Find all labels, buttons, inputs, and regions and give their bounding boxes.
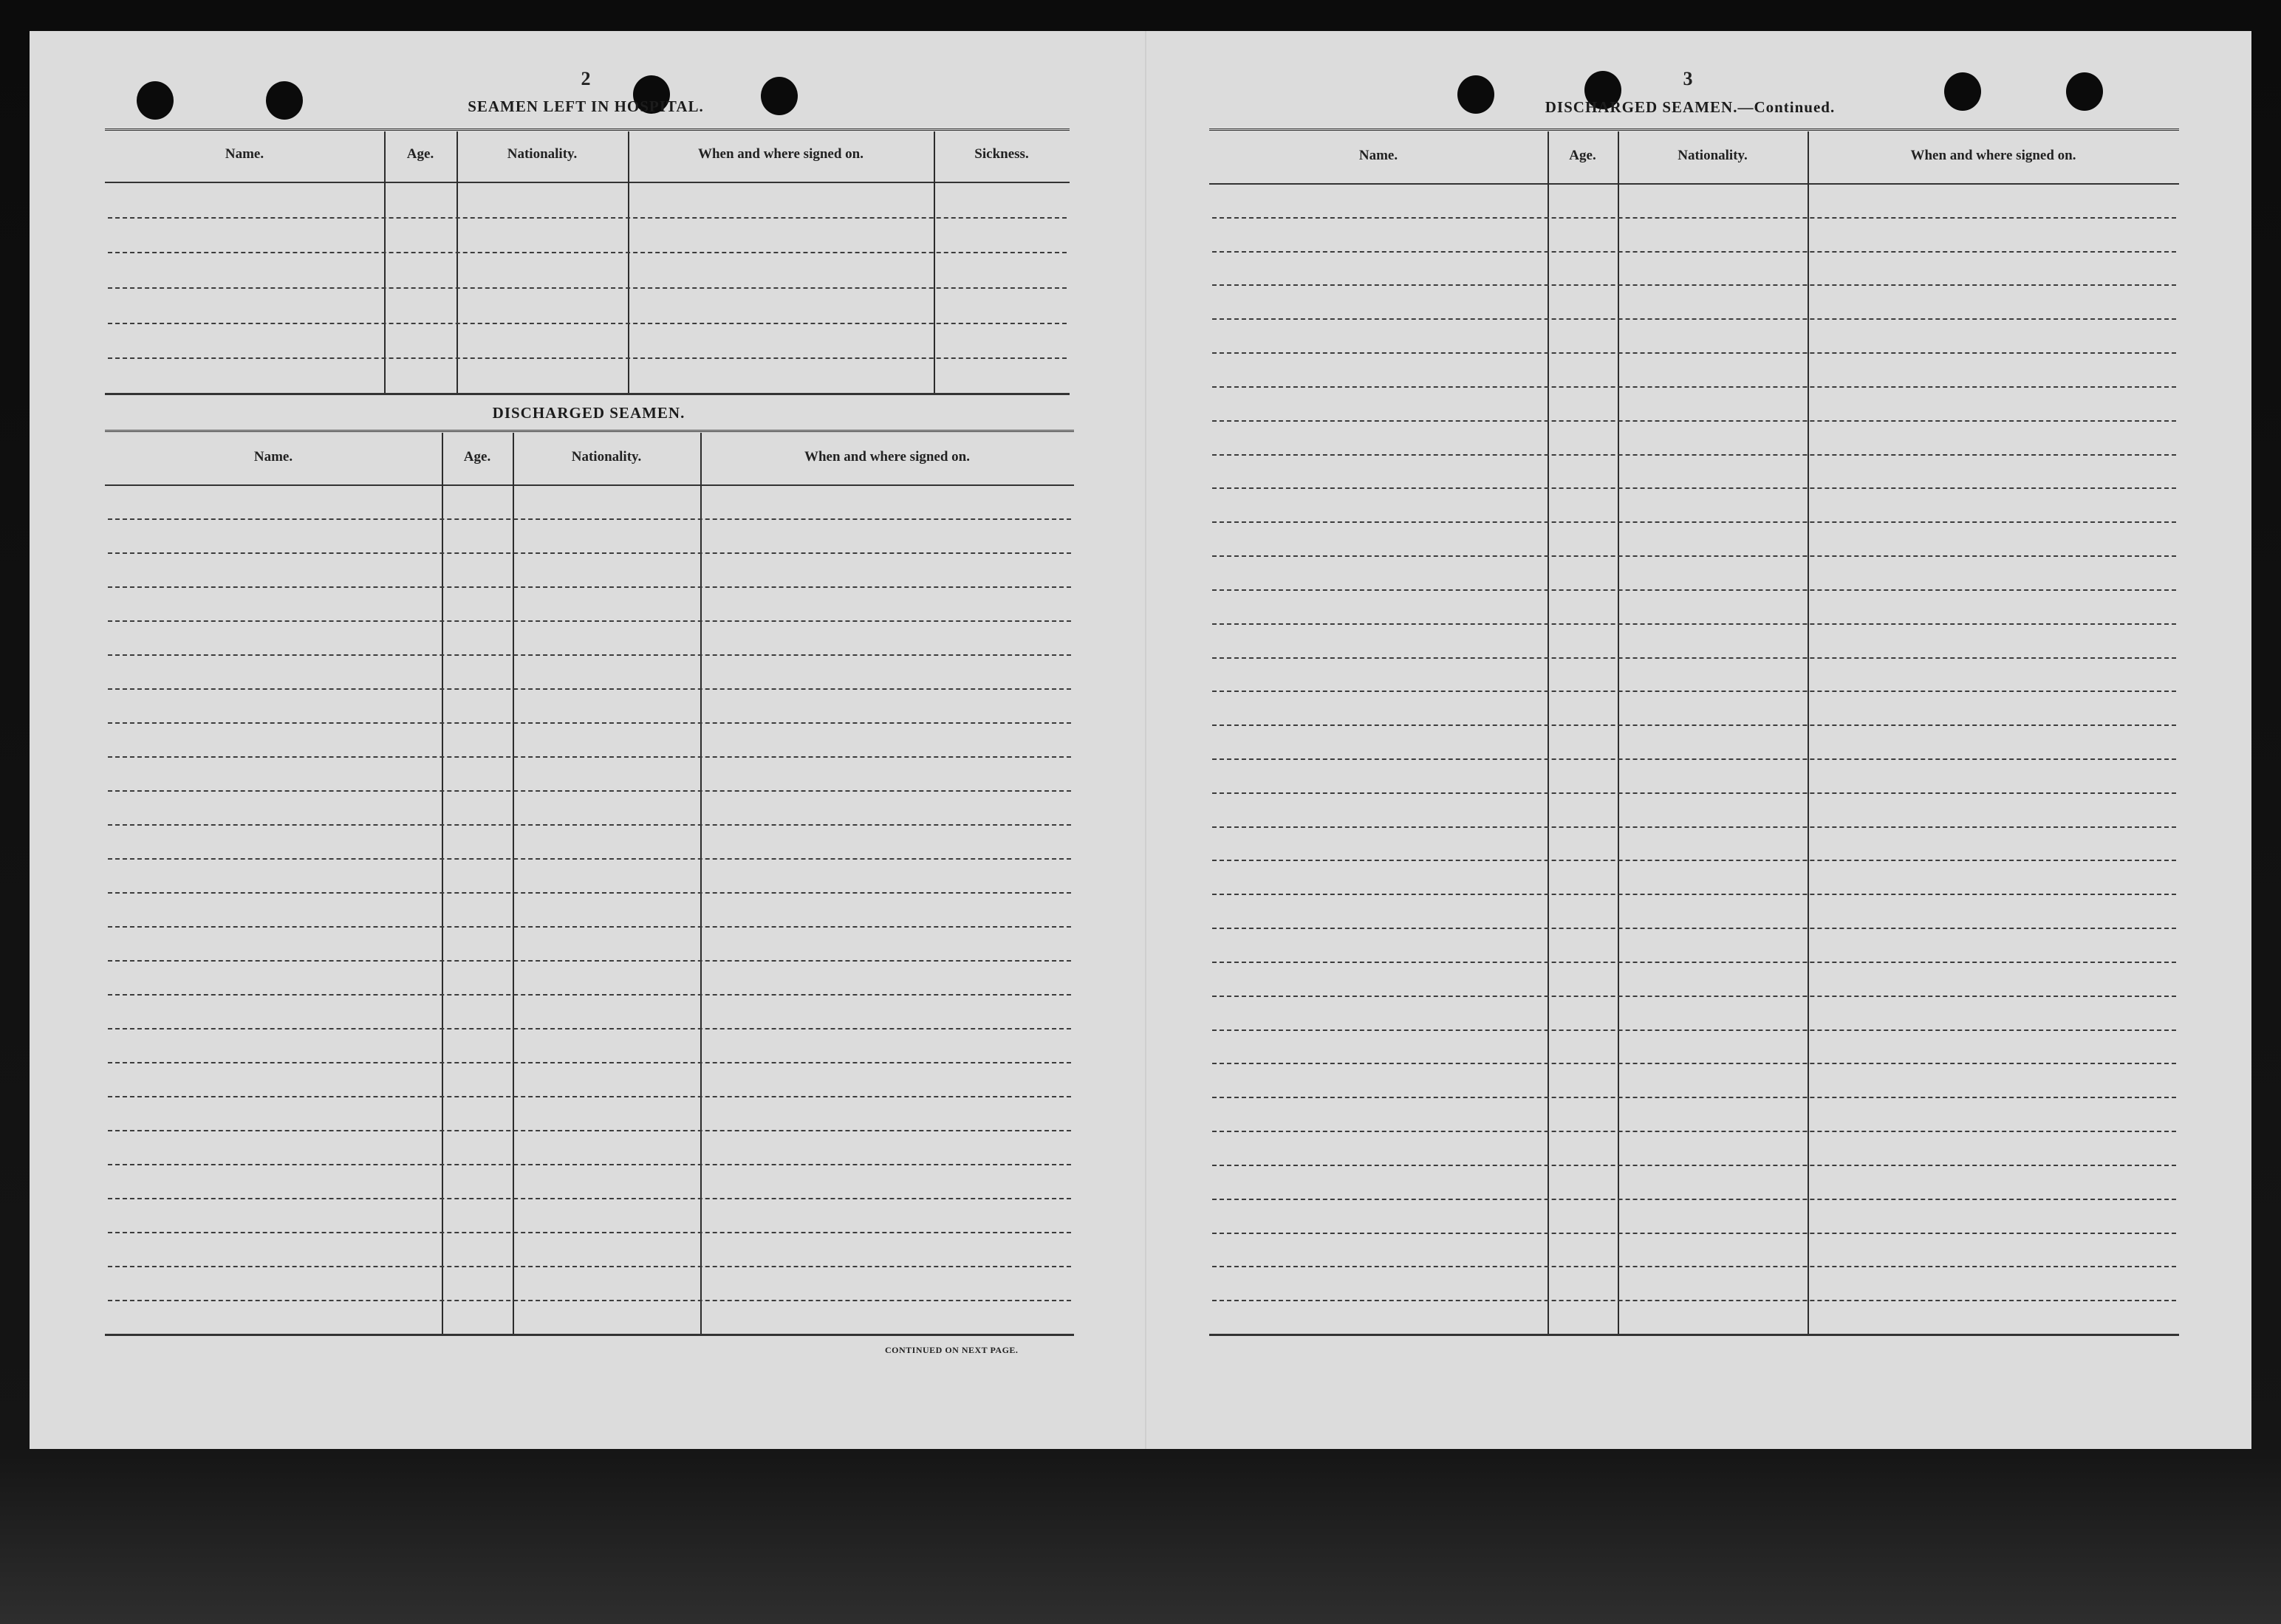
table-bottom-rule [105, 1334, 1074, 1336]
column-header: When and where signed on. [1910, 148, 2076, 163]
ruled-entry-line [1212, 1131, 2176, 1132]
column-header: Age. [463, 449, 491, 465]
column-header: Nationality. [1678, 148, 1748, 163]
ruled-entry-line [108, 357, 1067, 359]
continued-footnote: CONTINUED ON NEXT PAGE. [885, 1345, 1019, 1355]
column-header: Sickness. [974, 146, 1029, 162]
discharged-section-title: DISCHARGED SEAMEN. [492, 404, 685, 422]
form-sheet [30, 31, 2251, 1449]
ruled-entry-line [108, 1198, 1071, 1199]
column-header: Name. [1358, 148, 1398, 163]
column-header: Name. [253, 449, 293, 465]
page-fold [1145, 31, 1146, 1449]
punch-hole [1944, 72, 1981, 111]
ruled-entry-line [1212, 487, 2176, 489]
ruled-entry-line [108, 722, 1071, 724]
ruled-entry-line [108, 960, 1071, 962]
ruled-entry-line [108, 824, 1071, 826]
header-underline [105, 484, 1074, 486]
ruled-entry-line [1212, 758, 2176, 760]
column-divider [384, 131, 386, 393]
column-header: Age. [1569, 148, 1596, 163]
ruled-entry-line [108, 654, 1071, 656]
hospital-section-title: SEAMEN LEFT IN HOSPITAL. [468, 97, 704, 115]
column-header: Name. [225, 146, 264, 162]
punch-hole [266, 81, 303, 120]
ruled-entry-line [1212, 521, 2176, 523]
discharged-continued-title: DISCHARGED SEAMEN.—Continued. [1545, 98, 1836, 116]
column-header: Nationality. [507, 146, 578, 162]
ruled-entry-line [108, 252, 1067, 253]
punch-hole [1457, 75, 1494, 114]
ruled-entry-line [1212, 318, 2176, 320]
ruled-entry-line [108, 620, 1071, 622]
ruled-entry-line [108, 688, 1071, 690]
ruled-entry-line [1212, 691, 2176, 692]
ruled-entry-line [108, 518, 1071, 520]
table-top-rule [1209, 129, 2179, 132]
punch-hole [761, 77, 798, 115]
header-underline [105, 182, 1070, 183]
ruled-entry-line [108, 1096, 1071, 1097]
column-divider [1548, 131, 1549, 1334]
ruled-entry-line [108, 756, 1071, 758]
punch-hole [2066, 72, 2103, 111]
ruled-entry-line [1212, 962, 2176, 963]
ruled-entry-line [108, 892, 1071, 894]
ruled-entry-line [108, 926, 1071, 928]
ruled-entry-line [1212, 1266, 2176, 1267]
ruled-entry-line [1212, 1097, 2176, 1098]
ruled-entry-line [108, 994, 1071, 996]
table-bottom-rule [1209, 1334, 2179, 1336]
punch-hole [137, 81, 174, 120]
ruled-entry-line [1212, 420, 2176, 422]
column-header: When and where signed on. [804, 449, 971, 465]
ruled-entry-line [108, 552, 1071, 554]
ruled-entry-line [108, 1028, 1071, 1029]
table-bottom-rule [105, 393, 1070, 395]
ruled-entry-line [1212, 386, 2176, 388]
table-top-rule [105, 430, 1074, 434]
ruled-entry-line [1212, 623, 2176, 625]
ruled-entry-line [108, 1062, 1071, 1063]
table-top-rule [105, 129, 1070, 132]
column-header: Nationality. [571, 449, 642, 465]
ruled-entry-line [1212, 1165, 2176, 1166]
ruled-entry-line [1212, 657, 2176, 659]
ruled-entry-line [1212, 589, 2176, 591]
ruled-entry-line [1212, 996, 2176, 997]
header-underline [1209, 183, 2179, 185]
ruled-entry-line [1212, 724, 2176, 726]
column-header: Age. [406, 146, 434, 162]
page-number-left: 2 [581, 68, 591, 89]
ruled-entry-line [108, 287, 1067, 289]
ruled-entry-line [1212, 792, 2176, 794]
ruled-entry-line [1212, 1199, 2176, 1200]
page-number-right: 3 [1683, 68, 1693, 89]
ruled-entry-line [1212, 826, 2176, 828]
ruled-entry-line [1212, 217, 2176, 219]
ruled-entry-line [1212, 1300, 2176, 1301]
ruled-entry-line [108, 217, 1067, 219]
ruled-entry-line [1212, 894, 2176, 895]
ruled-entry-line [1212, 284, 2176, 286]
ruled-entry-line [1212, 1063, 2176, 1064]
column-divider [1618, 131, 1619, 1334]
column-divider [456, 131, 458, 393]
column-header: When and where signed on. [697, 146, 864, 162]
ruled-entry-line [108, 858, 1071, 860]
column-divider [934, 131, 935, 393]
ruled-entry-line [108, 1266, 1071, 1267]
ruled-entry-line [108, 790, 1071, 792]
ruled-entry-line [108, 586, 1071, 588]
ruled-entry-line [108, 1130, 1071, 1131]
column-divider [628, 131, 629, 393]
ruled-entry-line [108, 1232, 1071, 1233]
column-divider [1808, 131, 1809, 1334]
ruled-entry-line [1212, 251, 2176, 253]
ruled-entry-line [108, 323, 1067, 324]
ruled-entry-line [1212, 454, 2176, 456]
ruled-entry-line [108, 1164, 1071, 1165]
ruled-entry-line [1212, 928, 2176, 929]
ruled-entry-line [108, 1300, 1071, 1301]
ruled-entry-line [1212, 1029, 2176, 1031]
ruled-entry-line [1212, 555, 2176, 557]
ruled-entry-line [1212, 352, 2176, 354]
ruled-entry-line [1212, 860, 2176, 861]
ruled-entry-line [1212, 1233, 2176, 1234]
